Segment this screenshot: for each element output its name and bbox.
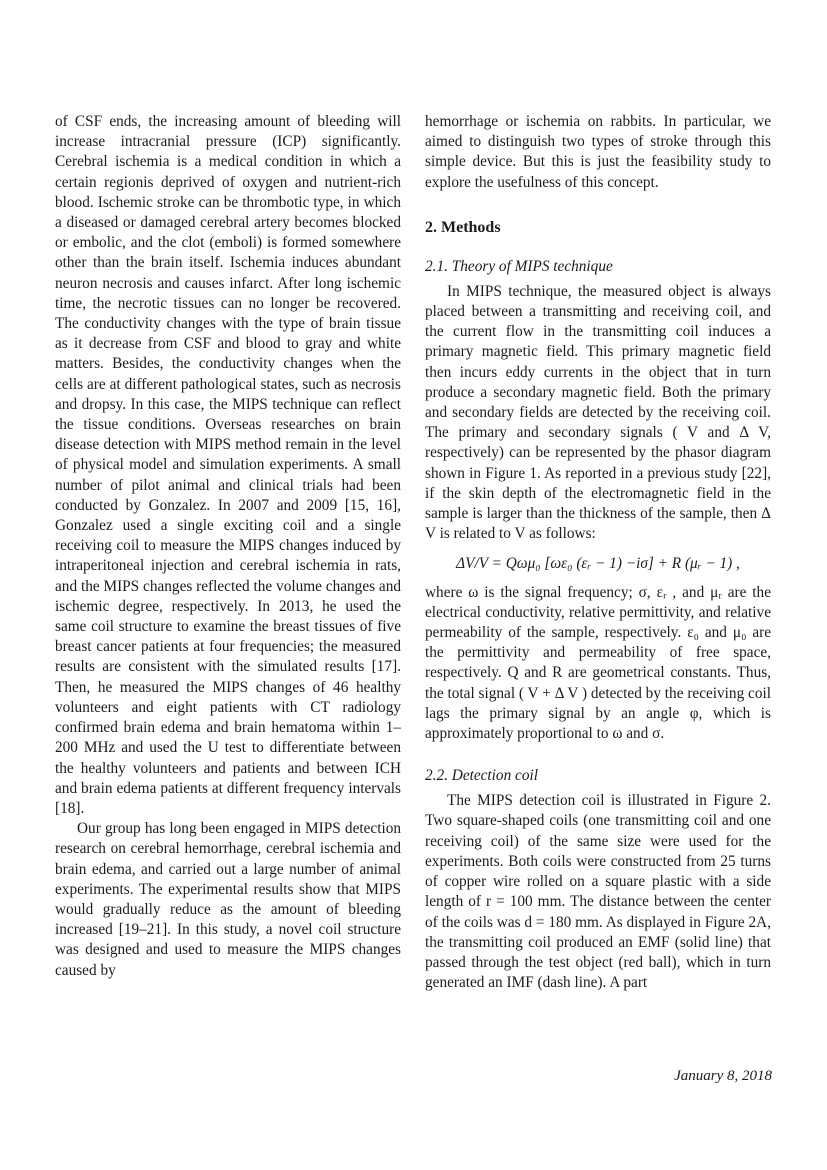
subsection-heading-detection-coil: 2.2. Detection coil <box>425 767 538 785</box>
equation: ΔV/V = Qωμ₀ [ωε₀ (εᵣ − 1) −iσ] + R (μᵣ − 1) , <box>456 555 740 573</box>
two-column-text-block <box>55 112 771 993</box>
paragraph: In MIPS technique, the measured object is always placed between a transmitting and receiving coil, and the current flow in the transmitting coil induces a primary magnetic field. This primary magnetic field then incurs eddy currents in the object that in turn produce a secondary magnetic field. Both the primary and secondary fields are detected by the receiving coil. The primary and secondary signals ( V and Δ V, respectively) can be represented by the phasor diagram shown in Figure 1. As reported in a previous study [22], if the skin depth of the electromagnetic field in the sample is larger than the thickness of the sample, then Δ V is related to V as follows: <box>425 282 771 543</box>
paragraph: of CSF ends, the increasing amount of bleeding will increase intracranial pressure (ICP) significantly. Cerebral ischemia is a medical condition in which a certain regionis deprived of oxygen and nutrient-rich blood. Ischemic stroke can be thrombotic type, in which a diseased or damaged cerebral artery becomes blocked or embolic, and the clot (emboli) is formed somewhere other than the brain itself. Ischemia induces abundant neuron necrosis and causes infarct. After long ischemic time, the necrotic tissues can no longer be recovered. The conductivity changes with the type of brain tissue as it decrease from CSF and blood to gray and white matters. Besides, the conductivity changes when the cells are at different pathological states, such as necrosis and dropsy. In this case, the MIPS technique can reflect the tissue conditions. Overseas researches on brain disease detection with MIPS method remain in the level of physical model and simulation experiments. A small number of pilot animal and clinical trials had been conducted by Gonzalez. In 2007 and 2009 [15, 16], Gonzalez used a single exciting coil and a single receiving coil to measure the MIPS changes induced by intraperitoneal injection and cerebral ischemia in rats, and the MIPS changes reflected the volume changes and ischemic degree, respectively. In 2013, he used the same coil structure to examine the breast tissues of five breast cancer patients at four frequencies; the measured results are consistent with the simulated results [17]. Then, he measured the MIPS changes of 46 healthy volunteers and eight patients with CT radiology confirmed brain edema and brain hematoma within 1–200 MHz and used the U test to differentiate between the healthy volunteers and patients and between ICH and brain edema patients at different frequency intervals [18]. <box>55 113 401 817</box>
footer-date: January 8, 2018 <box>674 1068 772 1084</box>
paragraph: Our group has long been engaged in MIPS detection research on cerebral hemorrhage, cerebral ischemia and brain edema, and carried out a large number of animal experiments. The experimental results show that MIPS would gradually reduce as the amount of bleeding increased [19–21]. In this study, a novel coil structure was designed and used to measure the MIPS changes caused by <box>55 820 401 979</box>
paragraph: The MIPS detection coil is illustrated in Figure 2. Two square-shaped coils (one transmitting coil and one receiving coil) of the same size were used for the experiments. Both coils were constructed from 25 turns of copper wire rolled on a square plastic with a side length of r = 100 mm. The distance between the center of the coils was d = 180 mm. As displayed in Figure 2A, the transmitting coil produced an EMF (solid line) that passed through the test object (red ball), which in turn generated an IMF (dash line). A part <box>425 792 771 992</box>
right-column <box>425 112 771 993</box>
paragraph: where ω is the signal frequency; σ, εᵣ , and μᵣ are the electrical conductivity, relative permittivity, and relative permeability of the sample, respectively. ε₀ and μ₀ are the permittivity and permeability of free space, respectively. Q and R are geometrical constants. Thus, the total signal ( V + Δ V ) detected by the receiving coil lags the primary signal by an angle φ, which is approximately proportional to ω and σ. <box>425 583 771 743</box>
left-column <box>55 112 401 993</box>
section-heading-methods: 2. Methods <box>425 218 501 236</box>
paragraph: hemorrhage or ischemia on rabbits. In particular, we aimed to distinguish two types of stroke through this simple device. But this is just the feasibility study to explore the usefulness of this concept. <box>425 113 771 191</box>
subsection-heading-theory: 2.1. Theory of MIPS technique <box>425 257 613 275</box>
